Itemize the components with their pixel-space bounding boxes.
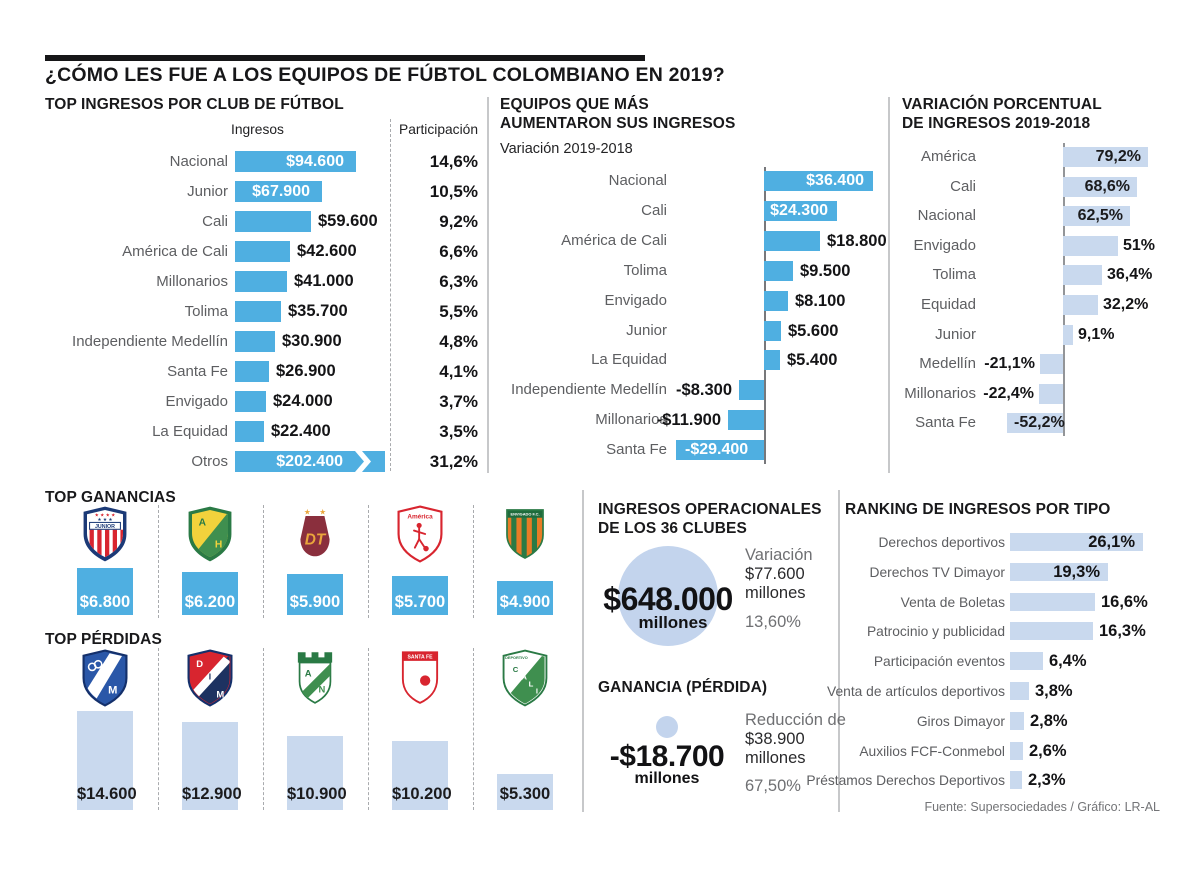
- bar-value: 19,3%: [1053, 563, 1100, 581]
- participacion-value: 9,2%: [439, 212, 478, 231]
- aumento-bar: [764, 350, 780, 370]
- variacion-bar: [1007, 413, 1063, 433]
- svg-text:A: A: [198, 517, 206, 529]
- bar-label: América: [920, 148, 976, 165]
- ganancia-perdida-title: GANANCIA (PÉRDIDA): [598, 679, 768, 696]
- santafe-crest-icon: [394, 648, 446, 708]
- bar-label: Derechos TV Dimayor: [869, 565, 1005, 580]
- panel-title-line1: INGRESOS OPERACIONALES: [598, 501, 822, 518]
- variacion-bar: [1063, 147, 1148, 167]
- variacion-bar: [1063, 177, 1137, 197]
- svg-text:M: M: [108, 684, 118, 697]
- panel-title-line1: EQUIPOS QUE MÁS: [500, 96, 649, 113]
- variacion-value: $77.600: [745, 565, 805, 583]
- panel-top-ingresos: [45, 95, 487, 480]
- bar-value: $22.400: [271, 422, 331, 440]
- bar-value: 16,6%: [1101, 593, 1148, 611]
- bar-value: $18.800: [827, 232, 887, 250]
- perdida-total-value: -$18.700: [609, 740, 725, 773]
- bar-value: -22,4%: [983, 385, 1034, 402]
- panel-title: [902, 95, 1102, 133]
- bar-value: $12.900: [182, 785, 242, 803]
- bar-value: 32,2%: [1103, 296, 1149, 313]
- panel-top-ganancias: [45, 488, 582, 628]
- perdida-bar: [392, 741, 452, 810]
- variacion-bar: [1063, 295, 1098, 315]
- column-divider: [473, 505, 474, 618]
- ingresos-bar: [235, 361, 269, 382]
- bar-label: Independiente Medellín: [72, 333, 228, 350]
- panel-top-perdidas: [45, 628, 582, 814]
- bar-label: Envigado: [604, 292, 667, 309]
- svg-text:DT: DT: [304, 531, 326, 549]
- perdida-bar: [182, 722, 242, 810]
- aumento-bar: [764, 261, 793, 281]
- aumento-bar: [764, 201, 837, 221]
- panel-title: [598, 500, 822, 538]
- aumento-bar: [764, 231, 820, 251]
- svg-text:★ ★ ★ ★: ★ ★ ★ ★: [94, 512, 116, 518]
- bar-value: $41.000: [294, 272, 354, 290]
- column-divider: [473, 648, 474, 810]
- cali-crest-icon: [499, 648, 551, 708]
- bar-value: $10.900: [287, 785, 347, 803]
- ganancia-bar: [497, 581, 553, 615]
- bar-value: 79,2%: [1095, 148, 1141, 165]
- bar-value: 2,8%: [1030, 712, 1068, 730]
- svg-text:D: D: [196, 657, 204, 669]
- svg-text:ENVIGADO F.C.: ENVIGADO F.C.: [510, 511, 540, 517]
- bar-label: Millonarios: [904, 385, 976, 402]
- aumento-bar: [764, 321, 781, 341]
- panel-variacion-porcentual: [888, 95, 1200, 480]
- svg-text:I: I: [208, 671, 212, 682]
- bar-value: $30.900: [282, 332, 342, 350]
- panel-title: TOP INGRESOS POR CLUB DE FÚTBOL: [45, 96, 344, 113]
- column-divider: [158, 648, 159, 810]
- bar-value: -21,1%: [984, 355, 1035, 372]
- bar-value: 9,1%: [1078, 326, 1115, 343]
- bar-label: Santa Fe: [606, 441, 667, 458]
- bar-label: Envigado: [913, 237, 976, 254]
- bar-value: -$11.900: [656, 411, 721, 429]
- svg-text:★: ★: [319, 507, 327, 517]
- tolima-crest-icon: [289, 504, 341, 564]
- bar-label: La Equidad: [591, 351, 667, 368]
- bar-value: $35.700: [288, 302, 348, 320]
- participacion-value: 3,7%: [439, 392, 478, 411]
- svg-text:L: L: [528, 679, 534, 689]
- variacion-bar: [1063, 325, 1073, 345]
- column-header-participacion: Participación: [399, 122, 478, 137]
- source-credit: Fuente: Supersociedades / Gráfico: LR-AL: [924, 800, 1160, 814]
- bar-label: Tolima: [932, 266, 976, 283]
- bar-value: $36.400: [806, 172, 864, 189]
- reduccion-unit: millones: [745, 749, 806, 767]
- bar-value: 16,3%: [1099, 622, 1146, 640]
- bar-label: Nacional: [608, 172, 667, 189]
- ingresos-bar: [235, 301, 281, 322]
- reduccion-value: $38.900: [745, 730, 805, 748]
- panel-ingresos-operacionales: [582, 488, 846, 814]
- aumento-bar: [764, 291, 788, 311]
- bar-label: Venta de artículos deportivos: [827, 684, 1005, 699]
- bar-value: $4.900: [499, 593, 551, 611]
- ranking-bar: [1010, 771, 1022, 789]
- bar-label: Cali: [950, 178, 976, 195]
- aumento-bar: [728, 410, 764, 430]
- reduccion-label: Reducción de: [745, 711, 846, 729]
- bar-label: Junior: [935, 326, 976, 343]
- bar-label: Junior: [626, 322, 667, 339]
- svg-text:SANTA FE: SANTA FE: [407, 654, 433, 661]
- participacion-value: 14,6%: [429, 152, 478, 171]
- bar-label: Auxilios FCF-Conmebol: [859, 744, 1005, 759]
- svg-text:M: M: [216, 688, 225, 700]
- bar-value: $10.200: [392, 785, 452, 803]
- ganancia-bar: [392, 576, 448, 615]
- page-title: ¿CÓMO LES FUE A LOS EQUIPOS DE FÚBTOL COLOMBIANO EN 2019?: [45, 64, 725, 86]
- participacion-value: 31,2%: [429, 452, 478, 471]
- ranking-bar: [1010, 622, 1093, 640]
- bar-value: $202.400: [276, 453, 343, 470]
- america-crest-icon: [394, 504, 446, 564]
- bar-value: $24.300: [770, 202, 828, 219]
- bar-value: 6,4%: [1049, 652, 1087, 670]
- svg-text:H: H: [214, 539, 223, 551]
- variacion-bar: [1040, 354, 1063, 374]
- column-divider: [158, 505, 159, 618]
- svg-text:DEPORTIVO: DEPORTIVO: [505, 656, 528, 661]
- column-divider: [263, 505, 264, 618]
- perdida-bar: [497, 774, 553, 810]
- bar-label: Tolima: [184, 303, 228, 320]
- junior-crest-icon: [79, 504, 131, 564]
- variacion-bar: [1063, 265, 1102, 285]
- ranking-bar: [1010, 563, 1108, 581]
- aumento-bar: [676, 440, 764, 460]
- perdida-total-unit: millones: [634, 770, 700, 787]
- bar-value: $14.600: [77, 785, 137, 803]
- participacion-value: 4,1%: [439, 362, 478, 381]
- svg-text:A: A: [521, 672, 527, 682]
- bar-value: 68,6%: [1084, 178, 1130, 195]
- participacion-value: 4,8%: [439, 332, 478, 351]
- column-divider: [368, 505, 369, 618]
- svg-text:América: América: [407, 513, 433, 521]
- ingresos-bar: [235, 331, 275, 352]
- panel-title-line1: VARIACIÓN PORCENTUAL: [902, 96, 1102, 113]
- envigado-crest-icon: [499, 504, 551, 564]
- ganancia-bar: [182, 572, 238, 615]
- svg-text:A: A: [304, 667, 312, 679]
- perdida-bar: [287, 736, 347, 810]
- panel-title-line2: AUMENTARON SUS INGRESOS: [500, 115, 736, 132]
- column-divider: [390, 119, 391, 471]
- variacion-bar: [1039, 384, 1063, 404]
- ingresos-total-unit: millones: [638, 613, 708, 632]
- bar-value: -$8.300: [676, 381, 732, 399]
- bar-value: 51%: [1123, 237, 1156, 254]
- bar-value: 62,5%: [1077, 207, 1123, 224]
- column-divider: [263, 648, 264, 810]
- bar-break-icon: [355, 451, 371, 472]
- bar-label: Medellín: [919, 355, 976, 372]
- ranking-bar: [1010, 533, 1143, 551]
- participacion-value: 6,3%: [439, 272, 478, 291]
- ranking-bar: [1010, 652, 1043, 670]
- svg-text:C: C: [512, 665, 519, 674]
- bar-label: Equidad: [920, 296, 976, 313]
- bar-value: 2,3%: [1028, 771, 1066, 789]
- ganancia-bar: [77, 568, 133, 615]
- ranking-bar: [1010, 712, 1024, 730]
- bar-value: $8.100: [795, 292, 846, 310]
- millonarios-crest-icon: [79, 648, 131, 708]
- aumento-bar: [764, 171, 873, 191]
- bar-label: Préstamos Derechos Deportivos: [806, 773, 1005, 788]
- title-rule: [45, 55, 645, 61]
- bar-label: Derechos deportivos: [878, 535, 1005, 550]
- panel-subtitle: Variación 2019-2018: [500, 141, 633, 157]
- bar-label: Envigado: [165, 393, 228, 410]
- bar-value: $6.200: [184, 593, 236, 611]
- bar-value: $26.900: [276, 362, 336, 380]
- bar-label: América de Cali: [122, 243, 228, 260]
- ingresos-bar: [235, 181, 322, 202]
- panel-title: RANKING DE INGRESOS POR TIPO: [845, 501, 1111, 518]
- variacion-bar: [1063, 206, 1130, 226]
- ingresos-bar: [235, 451, 385, 472]
- bar-label: Tolima: [623, 262, 667, 279]
- bar-label: Nacional: [169, 153, 228, 170]
- panel-aumento-ingresos: [487, 95, 888, 480]
- bar-value: $5.300: [499, 785, 551, 803]
- bar-label: Santa Fe: [167, 363, 228, 380]
- bar-value: 2,6%: [1029, 742, 1067, 760]
- ingresos-bar: [235, 391, 266, 412]
- aumento-bar: [739, 380, 764, 400]
- svg-text:JUNIOR: JUNIOR: [94, 523, 116, 530]
- variacion-unit: millones: [745, 584, 806, 602]
- ingresos-bar: [235, 271, 287, 292]
- bar-label: Cali: [202, 213, 228, 230]
- bar-value: -52,2%: [1014, 414, 1065, 431]
- bar-value: $5.900: [289, 593, 341, 611]
- bar-label: Cali: [641, 202, 667, 219]
- variacion-pct: 13,60%: [745, 613, 801, 631]
- huila-crest-icon: [184, 504, 236, 564]
- bar-label: Patrocinio y publicidad: [866, 624, 1005, 639]
- bar-label: América de Cali: [561, 232, 667, 249]
- bar-value: 26,1%: [1088, 533, 1135, 551]
- panel-title: TOP GANANCIAS: [45, 489, 176, 506]
- reduccion-pct: 67,50%: [745, 777, 801, 795]
- participacion-value: 6,6%: [439, 242, 478, 261]
- bar-value: $59.600: [318, 212, 378, 230]
- svg-text:I: I: [535, 686, 539, 696]
- participacion-value: 5,5%: [439, 302, 478, 321]
- column-header-ingresos: Ingresos: [231, 122, 284, 137]
- perdida-circle: [656, 716, 678, 738]
- bar-value: $24.000: [273, 392, 333, 410]
- ingresos-bar: [235, 151, 356, 172]
- panel-title-line2: DE LOS 36 CLUBES: [598, 520, 747, 537]
- ingresos-bar: [235, 421, 264, 442]
- variacion-bar: [1063, 236, 1118, 256]
- bar-value: $94.600: [286, 153, 344, 170]
- bar-value: $5.700: [394, 593, 446, 611]
- bar-label: Santa Fe: [915, 414, 976, 431]
- bar-value: $5.600: [788, 322, 839, 340]
- ingresos-bar: [235, 211, 311, 232]
- bar-value: $9.500: [800, 262, 851, 280]
- perdida-bar: [77, 711, 137, 810]
- bar-value: $5.400: [787, 351, 838, 369]
- svg-text:★ ★ ★: ★ ★ ★: [97, 517, 113, 523]
- participacion-value: 10,5%: [429, 182, 478, 201]
- svg-text:★: ★: [303, 507, 311, 517]
- ranking-bar: [1010, 682, 1029, 700]
- bar-label: Venta de Boletas: [900, 595, 1005, 610]
- ganancia-bar: [287, 574, 343, 615]
- bar-value: 36,4%: [1107, 266, 1153, 283]
- svg-text:N: N: [318, 683, 326, 695]
- bar-label: Participación eventos: [873, 654, 1005, 669]
- bar-label: Independiente Medellín: [511, 381, 667, 398]
- bar-label: Junior: [187, 183, 228, 200]
- ingresos-bar: [235, 241, 290, 262]
- panel-ranking-tipo: [806, 488, 1200, 814]
- dim-crest-icon: [184, 648, 236, 708]
- bar-label: Millonarios: [156, 273, 228, 290]
- panel-title: TOP PÉRDIDAS: [45, 631, 162, 648]
- nacional-crest-icon: [289, 648, 341, 708]
- variacion-label: Variación: [745, 546, 813, 564]
- ingresos-total-value: $648.000: [603, 581, 733, 617]
- bar-value: 3,8%: [1035, 682, 1073, 700]
- bar-label: Millonarios: [595, 411, 667, 428]
- participacion-value: 3,5%: [439, 422, 478, 441]
- ranking-bar: [1010, 593, 1095, 611]
- bar-label: Nacional: [917, 207, 976, 224]
- bar-value: $6.800: [79, 593, 131, 611]
- bar-value: -$29.400: [685, 441, 749, 458]
- panel-title: [500, 95, 735, 133]
- column-divider: [368, 648, 369, 810]
- bar-label: La Equidad: [152, 423, 228, 440]
- bar-label: Giros Dimayor: [916, 714, 1005, 729]
- panel-title-line2: DE INGRESOS 2019-2018: [902, 115, 1091, 132]
- bar-value: $42.600: [297, 242, 357, 260]
- bar-label: Otros: [191, 453, 228, 470]
- ranking-bar: [1010, 742, 1023, 760]
- bar-value: $67.900: [252, 183, 310, 200]
